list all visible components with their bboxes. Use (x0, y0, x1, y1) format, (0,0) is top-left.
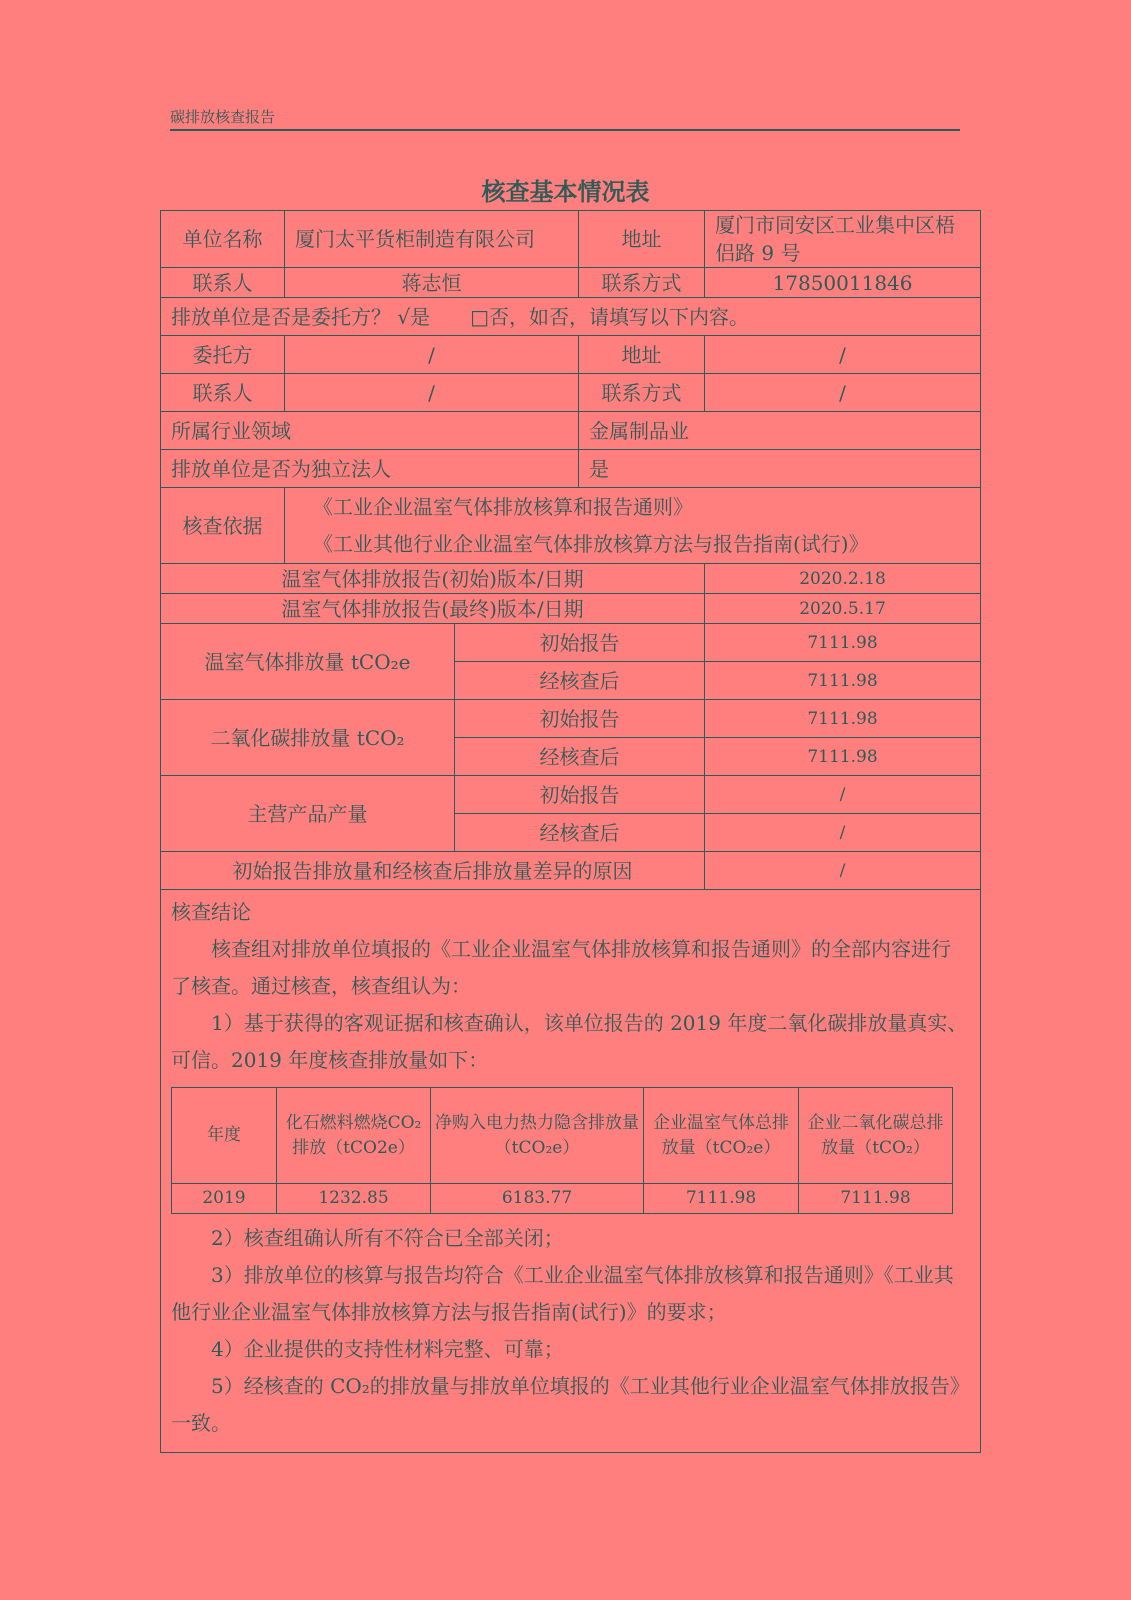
entrust-question: 排放单位是否是委托方？ √是 □否，如否，请填写以下内容。 (161, 298, 981, 336)
summary-header: 年度 (172, 1088, 277, 1184)
entrust-contact-label: 联系人 (161, 374, 285, 412)
product-initial-value: / (705, 776, 981, 814)
conclusion-intro: 核查组对排放单位填报的《工业企业温室气体排放核算和报告通则》的全部内容进行了核查。通过核查，核查组认为： (171, 937, 951, 998)
industry-label: 所属行业领域 (161, 412, 579, 450)
final-version-label: 温室气体排放报告(最终)版本/日期 (161, 594, 705, 624)
ghg-label: 温室气体排放量 tCO₂e (161, 624, 455, 700)
summary-cell: 6183.77 (431, 1184, 644, 1214)
co2-verified-label: 经核查后 (455, 738, 705, 776)
co2-initial-label: 初始报告 (455, 700, 705, 738)
co2-verified-value: 7111.98 (705, 738, 981, 776)
basis-item: 《工业其他行业企业温室气体排放核算方法与报告指南(试行)》 (313, 531, 869, 556)
entrust-contact-value: / (285, 374, 579, 412)
summary-cell: 2019 (172, 1184, 277, 1214)
entrust-party-label: 委托方 (161, 336, 285, 374)
conclusion-point-3: 3）排放单位的核算与报告均符合《工业企业温室气体排放核算和报告通则》《工业其他行业企业温室气体排放核算方法与报告指南(试行)》的要求； (171, 1263, 954, 1324)
co2-label: 二氧化碳排放量 tCO₂ (161, 700, 455, 776)
conclusion-cell (161, 890, 981, 1453)
product-initial-label: 初始报告 (455, 776, 705, 814)
phone-label: 联系方式 (579, 268, 705, 298)
ghg-verified-label: 经核查后 (455, 662, 705, 700)
emission-summary-table (171, 1087, 953, 1214)
product-label: 主营产品产量 (161, 776, 455, 852)
summary-cell: 7111.98 (799, 1184, 953, 1214)
co2-initial-value: 7111.98 (705, 700, 981, 738)
conclusion-point-2: 2）核查组确认所有不符合已全部关闭； (211, 1226, 564, 1250)
unit-name-value: 厦门太平货柜制造有限公司 (285, 211, 579, 268)
ghg-initial-value: 7111.98 (705, 624, 981, 662)
initial-version-label: 温室气体排放报告(初始)版本/日期 (161, 564, 705, 594)
unit-name-label: 单位名称 (161, 211, 285, 268)
entrust-address-value: / (705, 336, 981, 374)
address-label: 地址 (579, 211, 705, 268)
summary-header: 化石燃料燃烧CO₂排放（tCO2e） (277, 1088, 431, 1184)
initial-version-value: 2020.2.18 (705, 564, 981, 594)
conclusion-point-5: 5）经核查的 CO₂的排放量与排放单位填报的《工业其他行业企业温室气体排放报告》一致。 (171, 1374, 970, 1435)
phone-value: 17850011846 (705, 268, 981, 298)
difference-label: 初始报告排放量和经核查后排放量差异的原因 (161, 852, 705, 890)
basis-item: 《工业企业温室气体排放核算和报告通则》 (313, 494, 693, 519)
page-title: 核查基本情况表 (481, 178, 650, 206)
header-title: 碳排放核查报告 (170, 108, 276, 126)
address-value: 厦门市同安区工业集中区梧侣路 9 号 (705, 211, 981, 268)
entrust-phone-value: / (705, 374, 981, 412)
final-version-value: 2020.5.17 (705, 594, 981, 624)
basis-list (285, 488, 981, 564)
header-divider (170, 129, 960, 131)
summary-header: 企业二氧化碳总排放量（tCO₂） (799, 1088, 953, 1184)
legal-value: 是 (579, 450, 981, 488)
entrust-phone-label: 联系方式 (579, 374, 705, 412)
summary-cell: 7111.98 (644, 1184, 799, 1214)
entrust-address-label: 地址 (579, 336, 705, 374)
conclusion-point-4: 4）企业提供的支持性材料完整、可靠； (211, 1337, 564, 1361)
contact-value: 蒋志恒 (285, 268, 579, 298)
industry-value: 金属制品业 (579, 412, 981, 450)
ghg-initial-label: 初始报告 (455, 624, 705, 662)
product-verified-value: / (705, 814, 981, 852)
product-verified-label: 经核查后 (455, 814, 705, 852)
contact-label: 联系人 (161, 268, 285, 298)
conclusion-heading: 核查结论 (171, 900, 251, 924)
legal-label: 排放单位是否为独立法人 (161, 450, 579, 488)
ghg-verified-value: 7111.98 (705, 662, 981, 700)
summary-header: 企业温室气体总排放量（tCO₂e） (644, 1088, 799, 1184)
info-table (160, 210, 981, 1453)
basis-label: 核查依据 (161, 488, 285, 564)
summary-header: 净购入电力热力隐含排放量（tCO₂e） (431, 1088, 644, 1184)
difference-value: / (705, 852, 981, 890)
summary-cell: 1232.85 (277, 1184, 431, 1214)
entrust-party-value: / (285, 336, 579, 374)
conclusion-point-1: 1）基于获得的客观证据和核查确认，该单位报告的 2019 年度二氧化碳排放量真实、可信。2019 年度核查排放量如下： (171, 1011, 968, 1072)
